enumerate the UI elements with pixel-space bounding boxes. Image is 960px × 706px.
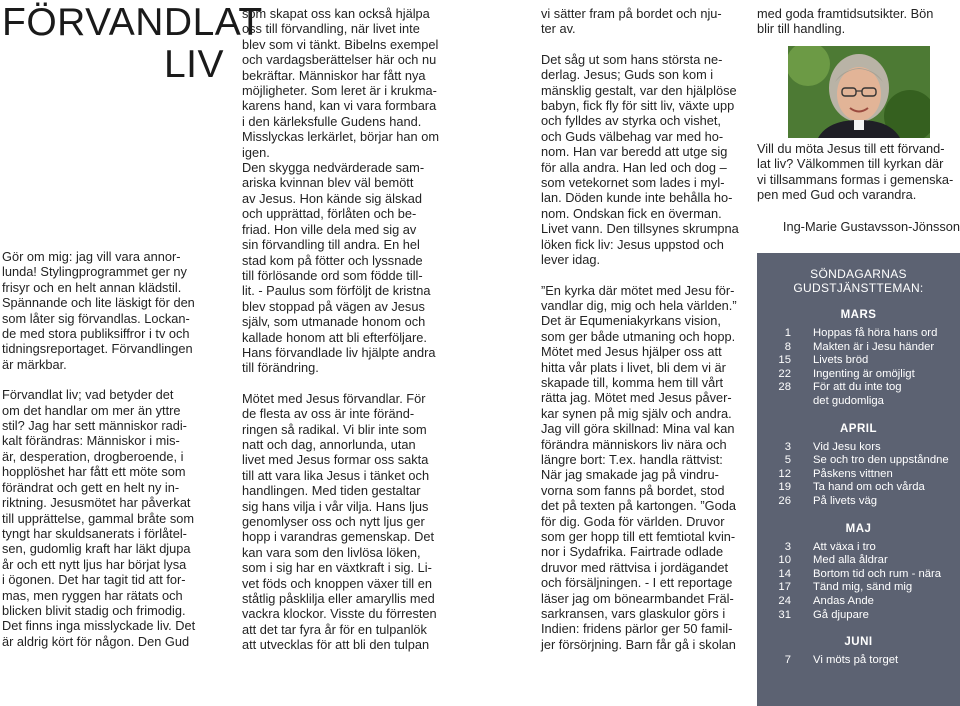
schedule-row — [757, 609, 960, 623]
schedule-theme: Med alla åldrar — [813, 554, 888, 567]
schedule-day: 22 — [778, 367, 791, 380]
schedule-day: 31 — [778, 608, 791, 621]
month-heading: JUNI — [844, 636, 873, 649]
schedule-day: 12 — [778, 467, 791, 480]
author-signature: Ing-Marie Gustavsson-Jönsson — [782, 219, 960, 234]
schedule-day: 24 — [778, 594, 791, 607]
schedule-day: 14 — [778, 567, 791, 580]
schedule-row — [757, 495, 960, 509]
author-photo — [788, 46, 930, 138]
schedule-row — [757, 568, 960, 582]
article-headline — [2, 1, 263, 86]
headline-line-2: LIV — [163, 43, 224, 86]
schedule-panel — [757, 253, 960, 706]
paragraph: Vill du möta Jesus till ett förvand- lat liv? Välkommen till kyrkan där vi tillsammans formas i gemenska- pen med Gud och varandra. — [757, 141, 954, 203]
schedule-theme: Gå djupare — [813, 608, 869, 621]
paragraph: Förvandlat liv; vad betyder det om det handlar om mer än yttre stil? Jag har sett människor radi- kalt förändras: Människor i mis- är, desperation, drogberoende, i hopplöshet har fått ett möte som förändrat och gett en helt ny in- riktning. Jesusmötet har påverkat till upprättelse, gammal bråte som tyngt har skuldsanerats i förlåtel- sen, gudomlig kraft har läkt djupa år och ett nytt ljus har börjat lysa i ögonen. Det har tagit tid att for- mas, men ryggen har rätats och blicken blivit stadig och frimodig. Det finns inga misslyckade liv. Det är aldrig kört för någon. Den Gud — [2, 387, 196, 649]
paragraph: vi sätter fram på bordet och nju- ter av. — [541, 6, 722, 37]
paragraph: ”En kyrka där mötet med Jesu för- vandlar dig, mig och hela världen.” Det är Equmeniakyrkans vision, som ger både utmaning och hopp. Mötet med Jesus hjälper oss att hitta vår plats i livet, bli dem vi är skapade till, komma hem till vårt rätta jag. Mötet med Jesus påver- kar synen på mig själv och andra. Jag vill göra skillnad: Mina val kan förändra människors liv nära och längre bort: T.ex. handla rättvist: När jag smakade jag på vindru- vorna som fanns på bordet, stod det på texten på kartongen. ”Goda för dig. Goda för världen. Druvor som ger hopp till ett femtiotal kvin- nor i Sydafrika. Fairtrade odlade druvor med rättvisa i jordägandet och försäljningen. - I ett reportage läser jag om bönearmbandet Fräl- sarkransen, vars glaskulor görs i Indien: fridens pärlor ger 50 famil- jer försörjning. Barn får gå i skolan — [541, 282, 737, 652]
schedule-day: 15 — [778, 354, 791, 367]
schedule-list — [757, 309, 960, 668]
schedule-row — [757, 481, 960, 495]
schedule-theme: Bortom tid och rum - nära — [813, 567, 942, 580]
text-column-2 — [242, 6, 448, 653]
paragraph: med goda framtidsutsikter. Bön blir till handling. — [757, 6, 934, 37]
schedule-theme: På livets väg — [813, 494, 878, 507]
schedule-theme: Att växa i tro — [813, 540, 876, 553]
text-column-3 — [541, 6, 745, 652]
schedule-day: 19 — [778, 481, 791, 494]
schedule-day: 17 — [778, 581, 791, 594]
schedule-row — [757, 454, 960, 468]
schedule-row — [757, 354, 960, 368]
headline-line-1: FÖRVANDLAT — [2, 1, 263, 44]
schedule-day: 10 — [778, 554, 791, 567]
schedule-day: 28 — [778, 381, 791, 394]
month-heading: MARS — [840, 309, 877, 321]
schedule-theme: Se och tro den uppståndne — [813, 454, 949, 467]
schedule-theme: Livets bröd — [813, 354, 869, 367]
schedule-row — [757, 581, 960, 595]
paragraph: Gör om mig: jag vill vara annor- lunda! Stylingprogrammet ger ny frisyr och en helt annan klädstil. Spännande och lite läskigt för den som låter sig förvandlas. Lockan- de med stora publiksiffror i tv och tidningsreportaget. Förvandlingen är märkbar. — [2, 249, 195, 372]
schedule-day: 7 — [784, 654, 791, 667]
month-heading: MAJ — [845, 522, 872, 535]
schedule-day: 5 — [784, 454, 791, 467]
schedule-day: 26 — [778, 494, 791, 507]
schedule-theme: Påskens vittnen — [813, 467, 893, 480]
schedule-row — [757, 381, 960, 408]
schedule-row — [757, 468, 960, 482]
month-heading: APRIL — [840, 422, 877, 435]
schedule-row — [757, 341, 960, 355]
schedule-row — [757, 554, 960, 568]
schedule-theme: Tänd mig, sänd mig — [813, 581, 913, 594]
schedule-row — [757, 654, 960, 668]
schedule-day: 8 — [784, 340, 791, 353]
schedule-theme: Vi möts på torget — [813, 654, 899, 667]
invitation-text — [757, 141, 960, 203]
schedule-theme: Vid Jesu kors — [813, 440, 881, 453]
paragraph: Det såg ut som hans största ne- derlag. Jesus; Guds son kom i mänsklig gestalt, var den hjälplöse babyn, fick fly för sitt liv, växte upp och fylldes av styrka och vishet, och Guds välbehag var med ho- nom. Han var beredd att utge sig för alla andra. Han led och dog – som vetekornet som lades i myl- lan. Döden kunde inte behålla ho- nom. Ondskan fick en överman. Livet vann. Den tillsynes skrumpna löken fick liv: Jesus uppstod och lever idag. — [541, 51, 739, 268]
schedule-row — [757, 595, 960, 609]
schedule-row — [757, 441, 960, 455]
schedule-day: 3 — [784, 540, 791, 553]
schedule-theme: Ta hand om och vårda — [813, 481, 925, 494]
schedule-row — [757, 541, 960, 555]
schedule-row — [757, 327, 960, 341]
schedule-theme: Andas Ande — [813, 594, 874, 607]
schedule-theme: Ingenting är omöjligt — [813, 367, 915, 380]
schedule-theme: Hoppas få höra hans ord — [813, 327, 938, 339]
schedule-day: 3 — [784, 440, 791, 453]
text-column-1 — [2, 249, 224, 649]
paragraph: Mötet med Jesus förvandlar. För de flesta av oss är inte föränd- ringen så radikal. Vi blir inte som natt och dag, annorlunda, utan livet med Jesus formar oss sakta till att vara lika Jesus i tänket och handlingen. Med tiden gestaltar sig hans vilja i vår vilja. Hans ljus genomlyser oss och nytt ljus ger hopp i varandras gemenskap. Det kan vara som den livlösa löken, som i sig har en växtkraft i sig. Li- vet föds och knoppen växer till en ståtlig påsklilja eller amaryllis med vackra klockor. Visste du förresten att det tar fyra år för en tulpanlök att utvecklas för att bli den tulpan — [242, 390, 437, 653]
schedule-day: 1 — [784, 327, 791, 339]
panel-title: SÖNDAGARNAS GUDSTJÄNSTTEMAN: — [793, 267, 924, 295]
schedule-theme: Makten är i Jesu händer — [813, 340, 935, 353]
portrait-image — [788, 46, 930, 138]
paragraph: som skapat oss kan också hjälpa oss till förvandling, när livet inte blev som vi tänkt. Bibelns exempel och vardagsberättelser här och nu bekräftar. Människor har fått nya möjligheter. Som leret är i krukma- karens hand, kan vi vara formbara i den kärleksfulle Gudens hand. Misslyckas lerkärlet, börjar han om igen. Den skygga nedvärderade sam- ariska kvinnan blev väl bemött av Jesus. Hon kände sig älskad och upprättad, förlåten och be- friad. Hon ville dela med sig av sin förvandling till andra. En hel stad kom på fötter och lyssnade till förlösande ord som födde till- lit. - Paulus som förföljt de kristna blev stoppad på vägen av Jesus själv, som utmanade honom och kallade honom att bli efterföljare. Hans förvandlade liv hjälpte andra till förändring. — [242, 6, 439, 376]
text-column-4 — [757, 6, 960, 37]
schedule-row — [757, 368, 960, 382]
schedule-theme: För att du inte tog det gudomliga — [813, 381, 902, 407]
